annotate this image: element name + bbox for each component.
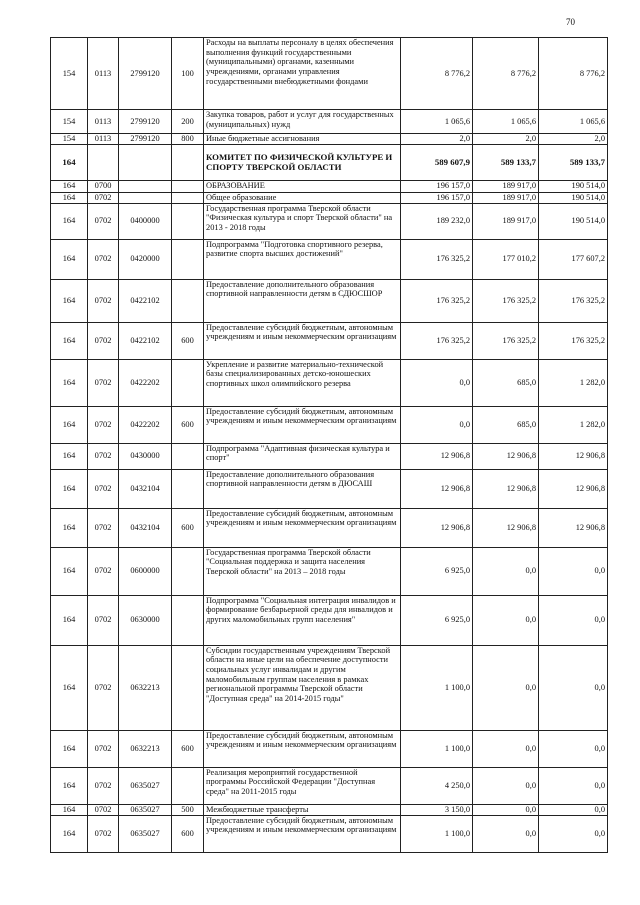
cell-section-code: 0702	[88, 443, 119, 469]
cell-section-code: 0702	[88, 547, 119, 595]
cell-amount-3: 1 282,0	[539, 406, 608, 443]
cell-section-code: 0702	[88, 203, 119, 239]
cell-amount-1: 12 906,8	[401, 469, 473, 508]
table-row	[51, 180, 608, 192]
cell-amount-3: 12 906,8	[539, 443, 608, 469]
cell-expense-type	[172, 359, 204, 406]
cell-description: Предоставление субсидий бюджетным, автономным учреждениям и иным некоммерческим организациям	[204, 406, 401, 443]
cell-amount-2: 685,0	[473, 359, 539, 406]
cell-amount-2: 0,0	[473, 595, 539, 645]
cell-amount-1: 176 325,2	[401, 279, 473, 322]
cell-target-article: 0420000	[119, 239, 172, 279]
cell-section-code: 0702	[88, 359, 119, 406]
cell-ministry-code: 164	[51, 322, 88, 359]
cell-ministry-code: 164	[51, 730, 88, 767]
cell-section-code: 0702	[88, 279, 119, 322]
cell-description: Предоставление субсидий бюджетным, автономным учреждениям и иным некоммерческим организациям	[204, 730, 401, 767]
cell-amount-3: 176 325,2	[539, 322, 608, 359]
cell-ministry-code: 164	[51, 469, 88, 508]
cell-amount-1: 196 157,0	[401, 192, 473, 203]
cell-amount-1: 176 325,2	[401, 322, 473, 359]
cell-amount-3: 0,0	[539, 595, 608, 645]
cell-amount-1: 12 906,8	[401, 508, 473, 547]
cell-description: ОБРАЗОВАНИЕ	[204, 180, 401, 192]
cell-amount-3: 12 906,8	[539, 508, 608, 547]
cell-target-article: 0400000	[119, 203, 172, 239]
table-row	[51, 279, 608, 322]
cell-ministry-code: 164	[51, 767, 88, 804]
cell-ministry-code: 164	[51, 804, 88, 815]
cell-amount-3: 0,0	[539, 730, 608, 767]
cell-ministry-code: 164	[51, 815, 88, 852]
cell-target-article: 0422202	[119, 359, 172, 406]
cell-section-code: 0702	[88, 406, 119, 443]
cell-target-article	[119, 192, 172, 203]
cell-ministry-code: 164	[51, 443, 88, 469]
cell-expense-type	[172, 767, 204, 804]
cell-section-code: 0113	[88, 38, 119, 110]
cell-target-article: 0422202	[119, 406, 172, 443]
cell-amount-3: 177 607,2	[539, 239, 608, 279]
cell-section-code: 0700	[88, 180, 119, 192]
cell-amount-3: 12 906,8	[539, 469, 608, 508]
cell-description: Предоставление субсидий бюджетным, автономным учреждениям и иным некоммерческим организациям	[204, 508, 401, 547]
table-row	[51, 547, 608, 595]
table-row	[51, 730, 608, 767]
cell-target-article: 0635027	[119, 804, 172, 815]
cell-amount-2: 12 906,8	[473, 443, 539, 469]
cell-expense-type	[172, 469, 204, 508]
cell-amount-2: 685,0	[473, 406, 539, 443]
cell-amount-1: 4 250,0	[401, 767, 473, 804]
table-row	[51, 645, 608, 730]
cell-description: КОМИТЕТ ПО ФИЗИЧЕСКОЙ КУЛЬТУРЕ И СПОРТУ ТВЕРСКОЙ ОБЛАСТИ	[204, 144, 401, 180]
table-row	[51, 144, 608, 180]
cell-amount-1: 1 100,0	[401, 730, 473, 767]
cell-expense-type	[172, 203, 204, 239]
cell-section-code: 0702	[88, 804, 119, 815]
table-row	[51, 38, 608, 110]
cell-section-code: 0113	[88, 110, 119, 134]
cell-amount-1: 2,0	[401, 134, 473, 145]
cell-amount-1: 12 906,8	[401, 443, 473, 469]
cell-expense-type	[172, 547, 204, 595]
cell-description: Расходы на выплаты персоналу в целях обеспечения выполнения функций государственными (муниципальными) органами, казенными учреждениями, органами управления государственными внебюджетными фондами	[204, 38, 401, 110]
cell-ministry-code: 164	[51, 645, 88, 730]
cell-amount-2: 0,0	[473, 645, 539, 730]
cell-target-article: 0600000	[119, 547, 172, 595]
cell-description: Предоставление субсидий бюджетным, автономным учреждениям и иным некоммерческим организациям	[204, 322, 401, 359]
cell-expense-type	[172, 192, 204, 203]
cell-amount-2: 0,0	[473, 547, 539, 595]
cell-description: Иные бюджетные ассигнования	[204, 134, 401, 145]
table-row	[51, 804, 608, 815]
table-row	[51, 508, 608, 547]
cell-amount-2: 176 325,2	[473, 322, 539, 359]
cell-ministry-code: 164	[51, 239, 88, 279]
cell-amount-1: 6 925,0	[401, 547, 473, 595]
cell-target-article: 0632213	[119, 730, 172, 767]
cell-amount-3: 190 514,0	[539, 192, 608, 203]
cell-amount-3: 176 325,2	[539, 279, 608, 322]
cell-ministry-code: 164	[51, 359, 88, 406]
cell-description: Закупка товаров, работ и услуг для государственных (муниципальных) нужд	[204, 110, 401, 134]
cell-amount-2: 0,0	[473, 767, 539, 804]
cell-expense-type	[172, 144, 204, 180]
cell-section-code: 0702	[88, 508, 119, 547]
cell-amount-1: 1 100,0	[401, 645, 473, 730]
cell-amount-2: 189 917,0	[473, 192, 539, 203]
budget-table	[50, 37, 608, 853]
cell-ministry-code: 164	[51, 595, 88, 645]
table-row	[51, 239, 608, 279]
cell-section-code: 0113	[88, 134, 119, 145]
cell-target-article: 2799120	[119, 134, 172, 145]
cell-description: Реализация мероприятий государственной программы Российской Федерации "Доступная среда" на 2011-2015 годы	[204, 767, 401, 804]
cell-section-code: 0702	[88, 815, 119, 852]
cell-target-article: 0432104	[119, 469, 172, 508]
cell-amount-3: 0,0	[539, 767, 608, 804]
cell-section-code: 0702	[88, 192, 119, 203]
cell-section-code: 0702	[88, 730, 119, 767]
cell-ministry-code: 154	[51, 134, 88, 145]
cell-amount-2: 0,0	[473, 815, 539, 852]
table-row	[51, 203, 608, 239]
cell-amount-2: 12 906,8	[473, 469, 539, 508]
cell-amount-2: 189 917,0	[473, 203, 539, 239]
cell-ministry-code: 164	[51, 192, 88, 203]
cell-amount-2: 189 917,0	[473, 180, 539, 192]
cell-expense-type: 600	[172, 406, 204, 443]
cell-target-article: 0635027	[119, 767, 172, 804]
cell-amount-1: 8 776,2	[401, 38, 473, 110]
cell-ministry-code: 154	[51, 110, 88, 134]
cell-section-code: 0702	[88, 595, 119, 645]
cell-expense-type: 200	[172, 110, 204, 134]
cell-amount-1: 176 325,2	[401, 239, 473, 279]
cell-expense-type: 100	[172, 38, 204, 110]
cell-section-code: 0702	[88, 322, 119, 359]
cell-amount-3: 0,0	[539, 804, 608, 815]
cell-description: Подпрограмма "Адаптивная физическая культура и спорт"	[204, 443, 401, 469]
table-row	[51, 192, 608, 203]
cell-expense-type: 800	[172, 134, 204, 145]
table-row	[51, 767, 608, 804]
cell-amount-1: 189 232,0	[401, 203, 473, 239]
cell-section-code	[88, 144, 119, 180]
cell-target-article	[119, 144, 172, 180]
table-row	[51, 110, 608, 134]
cell-amount-3: 0,0	[539, 815, 608, 852]
page-number: 70	[566, 17, 575, 27]
cell-amount-2: 12 906,8	[473, 508, 539, 547]
cell-expense-type	[172, 279, 204, 322]
cell-ministry-code: 164	[51, 279, 88, 322]
cell-amount-2: 177 010,2	[473, 239, 539, 279]
cell-amount-3: 190 514,0	[539, 180, 608, 192]
cell-amount-1: 0,0	[401, 406, 473, 443]
cell-expense-type	[172, 239, 204, 279]
cell-expense-type: 600	[172, 322, 204, 359]
cell-amount-3: 2,0	[539, 134, 608, 145]
cell-section-code: 0702	[88, 767, 119, 804]
cell-expense-type	[172, 595, 204, 645]
cell-amount-3: 0,0	[539, 547, 608, 595]
table-body	[51, 38, 608, 853]
cell-amount-1: 589 607,9	[401, 144, 473, 180]
cell-amount-1: 0,0	[401, 359, 473, 406]
cell-amount-3: 1 065,6	[539, 110, 608, 134]
cell-amount-1: 3 150,0	[401, 804, 473, 815]
cell-ministry-code: 164	[51, 144, 88, 180]
cell-target-article	[119, 180, 172, 192]
table-row	[51, 406, 608, 443]
cell-amount-2: 0,0	[473, 730, 539, 767]
cell-target-article: 0422102	[119, 279, 172, 322]
cell-amount-3: 1 282,0	[539, 359, 608, 406]
table-row	[51, 443, 608, 469]
cell-amount-1: 6 925,0	[401, 595, 473, 645]
cell-target-article: 0630000	[119, 595, 172, 645]
cell-description: Общее образование	[204, 192, 401, 203]
cell-section-code: 0702	[88, 239, 119, 279]
cell-ministry-code: 154	[51, 38, 88, 110]
cell-amount-1: 1 065,6	[401, 110, 473, 134]
cell-expense-type: 500	[172, 804, 204, 815]
cell-target-article: 2799120	[119, 38, 172, 110]
cell-description: Государственная программа Тверской области "Физическая культура и спорт Тверской области" на 2013 - 2018 годы	[204, 203, 401, 239]
cell-ministry-code: 164	[51, 180, 88, 192]
table-row	[51, 595, 608, 645]
cell-description: Укрепление и развитие материально-технической базы специализированных детско-юношеских спортивных школ олимпийского резерва	[204, 359, 401, 406]
cell-section-code: 0702	[88, 469, 119, 508]
cell-description: Предоставление дополнительного образования спортивной направленности детям в ДЮСАШ	[204, 469, 401, 508]
cell-amount-2: 2,0	[473, 134, 539, 145]
cell-amount-2: 176 325,2	[473, 279, 539, 322]
table-row	[51, 359, 608, 406]
cell-target-article: 0635027	[119, 815, 172, 852]
cell-description: Предоставление дополнительного образования спортивной направленности детям в СДЮСШОР	[204, 279, 401, 322]
cell-ministry-code: 164	[51, 508, 88, 547]
table-row	[51, 134, 608, 145]
cell-expense-type: 600	[172, 815, 204, 852]
cell-expense-type	[172, 180, 204, 192]
cell-target-article: 0430000	[119, 443, 172, 469]
cell-expense-type: 600	[172, 730, 204, 767]
cell-amount-3: 8 776,2	[539, 38, 608, 110]
cell-amount-1: 196 157,0	[401, 180, 473, 192]
table-row	[51, 469, 608, 508]
cell-target-article: 0422102	[119, 322, 172, 359]
cell-expense-type	[172, 443, 204, 469]
cell-amount-3: 190 514,0	[539, 203, 608, 239]
cell-amount-2: 8 776,2	[473, 38, 539, 110]
cell-ministry-code: 164	[51, 203, 88, 239]
cell-target-article: 0632213	[119, 645, 172, 730]
cell-amount-2: 1 065,6	[473, 110, 539, 134]
cell-target-article: 0432104	[119, 508, 172, 547]
cell-section-code: 0702	[88, 645, 119, 730]
cell-target-article: 2799120	[119, 110, 172, 134]
cell-amount-1: 1 100,0	[401, 815, 473, 852]
table-row	[51, 815, 608, 852]
cell-description: Субсидии государственным учреждениям Тверской области на иные цели на обеспечение доступности социальных услуг инвалидам и другим маломобильным группам населения в рамках региональной программы Тверской области "Доступная среда" на 2014-2015 годы"	[204, 645, 401, 730]
cell-description: Подпрограмма "Подготовка спортивного резерва, развитие спорта высших достижений"	[204, 239, 401, 279]
cell-description: Государственная программа Тверской области "Социальная поддержка и защита населения Тверской области" на 2013 – 2018 годы	[204, 547, 401, 595]
cell-ministry-code: 164	[51, 547, 88, 595]
table-row	[51, 322, 608, 359]
cell-amount-2: 589 133,7	[473, 144, 539, 180]
cell-amount-2: 0,0	[473, 804, 539, 815]
cell-amount-3: 589 133,7	[539, 144, 608, 180]
cell-description: Предоставление субсидий бюджетным, автономным учреждениям и иным некоммерческим организациям	[204, 815, 401, 852]
cell-expense-type: 600	[172, 508, 204, 547]
cell-description: Подпрограмма "Социальная интеграция инвалидов и формирование безбарьерной среды для инвалидов и других маломобильных групп населения"	[204, 595, 401, 645]
cell-expense-type	[172, 645, 204, 730]
cell-description: Межбюджетные трансферты	[204, 804, 401, 815]
cell-ministry-code: 164	[51, 406, 88, 443]
cell-amount-3: 0,0	[539, 645, 608, 730]
